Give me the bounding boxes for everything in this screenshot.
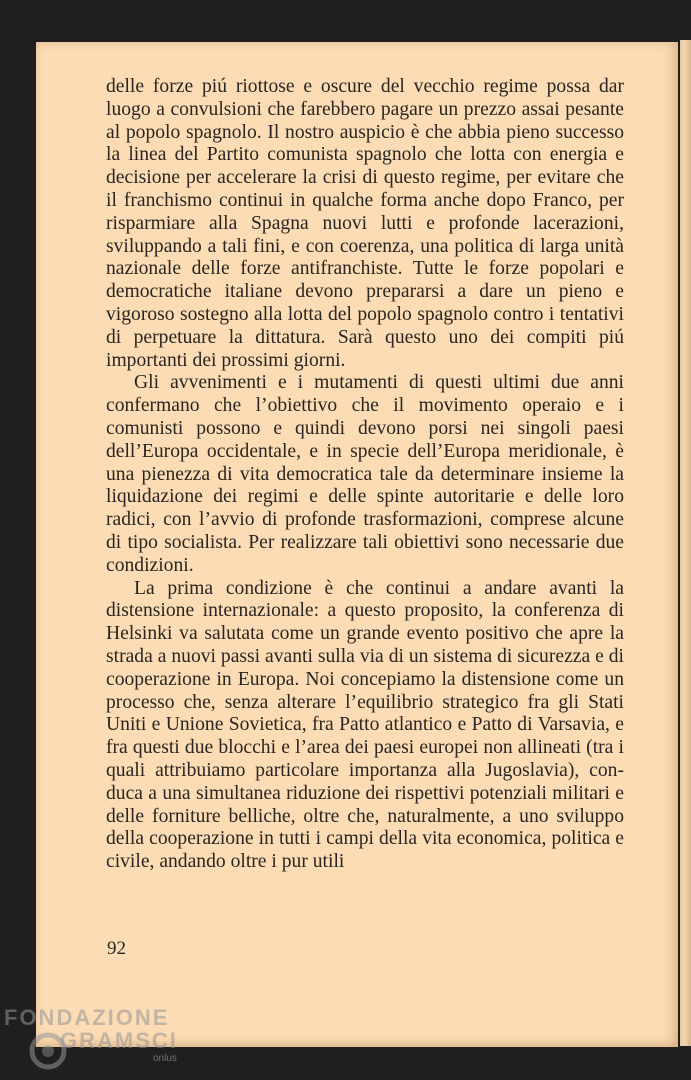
watermark-suffix: onlus [153,1053,177,1064]
watermark-line2: GRAMSCI [60,1028,178,1053]
page-number: 92 [107,938,126,959]
paragraph-3: La prima condizione è che continui a andare avanti la distensione internazionale: a questo proposito, la conferenza di Helsinki va salutata come un grande evento positivo che apre la strada a nuovi passi avanti sulla via di un sistema di sicurezza e di cooperazione in Europa. Noi concepiamo la distensione come un processo che, senza alterare l’equilibrio strategico fra gli Stati Uniti e Unione Sovietica, fra Patto atlantico e Patto di Varsavia, e fra questi due blocchi e l’area dei paesi europei non allineati (tra i quali attribuiamo particolare importanza alla Jugoslavia), conduca a una simultanea riduzione dei rispettivi potenziali militari e delle forniture belliche, oltre che, naturalmente, a uno sviluppo della cooperazione in tutti i campi della vita economica, politica e civile, andando oltre i pur utili [106,577,624,873]
body-text [106,76,624,874]
watermark [2,1003,177,1080]
paragraph-2: Gli avvenimenti e i mutamenti di questi ultimi due anni confermano che l’obiettivo che il movimento operaio e i comunisti possono e quindi devono porsi nei singoli paesi dell’Europa occidentale, e in specie dell’Europa meridionale, è una pienezza di vita democratica tale da determinare insieme la liquidazione dei regimi e delle spinte autoritarie e delle loro radici, con l’avvio di profonde trasformazioni, comprese alcune di tipo socialista. Per realizzare tali obiettivi sono necessarie due condizioni. [106,372,624,576]
page-edge [680,40,691,1046]
paragraph-1: delle forze piú riottose e oscure del vecchio regime possa dar luogo a convulsioni che farebbero pagare un prezzo assai pesante al popolo spagnolo. Il nostro auspicio è che abbia pieno successo la linea del Partito comunista spagnolo che lotta con energia e decisione per accelerare la crisi di questo regime, per evitare che il franchismo continui in qualche forma anche dopo Franco, per risparmiare alla Spagna nuovi lutti e profonde lacerazioni, sviluppando a tali fini, e con coerenza, una politica di larga unità nazionale delle forze antifranchiste. Tutte le forze popolari e democratiche italiane devono prepararsi a dare un pieno e vigoroso sostegno alla lotta del popolo spagnolo contro i tentativi di perpetuare la dittatura. Sarà questo uno dei compiti piú importanti dei prossimi giorni. [106,76,624,371]
watermark-line1: FONDAZIONE [4,1005,170,1030]
